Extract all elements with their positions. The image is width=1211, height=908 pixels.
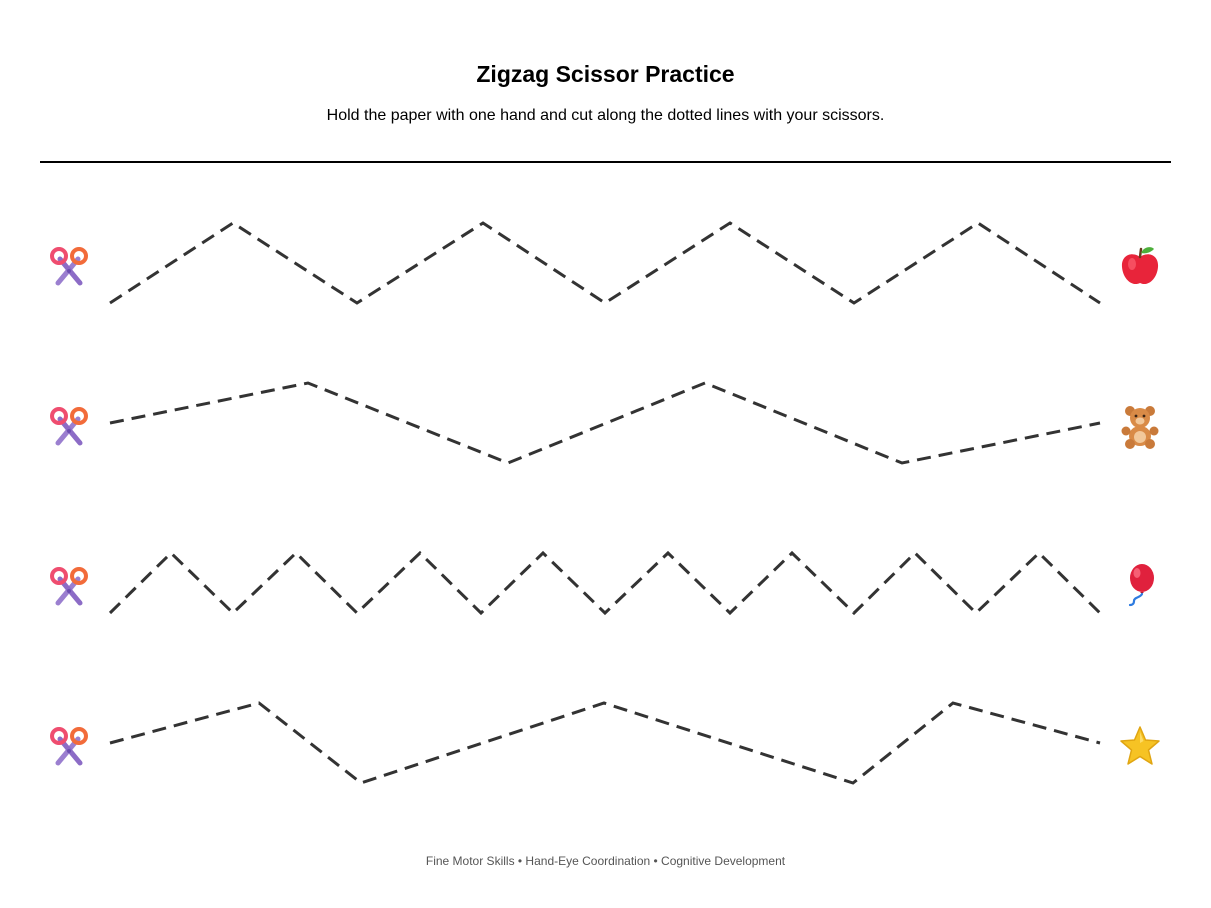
- cutting-row-3: [0, 533, 1211, 633]
- worksheet-title: Zigzag Scissor Practice: [476, 61, 735, 87]
- star-icon: [1118, 725, 1162, 769]
- worksheet-footer: Fine Motor Skills • Hand-Eye Coordination • Cognitive Development: [425, 854, 786, 868]
- cutting-row-2: [0, 373, 1211, 473]
- balloon-icon: [1118, 563, 1162, 607]
- worksheet-instructions: Hold the paper with one hand and cut along the dotted lines with your scissors.: [326, 107, 885, 124]
- header-divider: [40, 161, 1171, 163]
- zigzag-cut-line-3: [0, 533, 1211, 633]
- teddy-bear-icon: [1118, 405, 1162, 449]
- zigzag-cut-line-2: [0, 373, 1211, 473]
- apple-icon: [1118, 245, 1162, 289]
- cutting-row-4: [0, 693, 1211, 793]
- zigzag-cut-line-4: [0, 693, 1211, 793]
- cutting-row-1: [0, 213, 1211, 313]
- zigzag-cut-line-1: [0, 213, 1211, 313]
